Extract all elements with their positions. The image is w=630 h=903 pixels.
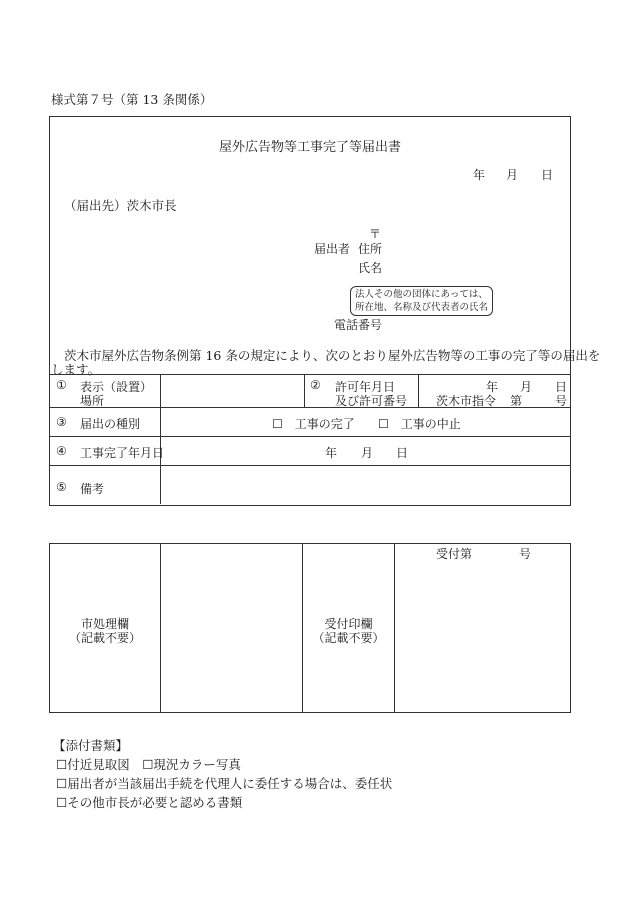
body-text-line2: します。 — [51, 362, 101, 377]
row1-number: ① — [56, 378, 67, 392]
option-complete-checkbox[interactable]: ☐ 工事の完了 — [272, 417, 355, 431]
stamp-column-label: 受付印欄 — [324, 617, 373, 631]
address-label: 住所 — [358, 242, 383, 256]
office-col-divider-3 — [394, 543, 395, 713]
corporate-note-line2: 所在地、名称及び代表者の氏名 — [355, 302, 489, 313]
row1-label-a: 表示（設置） — [80, 380, 153, 394]
row5-label: 備考 — [80, 482, 105, 496]
stamp-column-note: （記載不要） — [312, 631, 385, 645]
option-suspend-checkbox[interactable]: ☐ 工事の中止 — [378, 417, 461, 431]
receipt-number-suffix: 号 — [519, 547, 532, 561]
row1-label-b: 場所 — [80, 394, 105, 408]
row3-label: 届出の種別 — [80, 417, 141, 431]
phone-label: 電話番号 — [334, 318, 383, 332]
body-text-line1: 茨木市屋外広告物条例第 16 条の規定により、次のとおり屋外広告物等の工事の完了等の届出を — [64, 348, 601, 363]
row2-number: ② — [310, 378, 321, 392]
name-label: 氏名 — [358, 261, 383, 275]
postal-mark: 〒 — [369, 227, 382, 241]
form-number: 様式第７号（第 13 条関係） — [51, 92, 213, 107]
attachment-item-2[interactable]: ☐届出者が当該届出手続を代理人に委任する場合は、委任状 — [56, 776, 393, 791]
permit-no-prefix: 第 — [510, 394, 523, 408]
permit-ref: 茨木市指令 — [436, 394, 497, 408]
receipt-number-prefix: 受付第 — [436, 547, 473, 561]
row2-label-a: 許可年月日 — [335, 380, 396, 394]
table-line-row3 — [49, 465, 570, 466]
city-processing-note: （記載不要） — [68, 631, 141, 645]
row5-number: ⑤ — [56, 480, 67, 494]
permit-no-suffix: 号 — [555, 394, 568, 408]
row2-label-b: 及び許可番号 — [335, 394, 408, 408]
table-line-top — [49, 374, 570, 375]
addressee: （届出先）茨木市長 — [64, 198, 177, 213]
permit-month: 月 — [520, 380, 533, 394]
attachments-heading: 【添付書類】 — [53, 738, 129, 753]
completion-day: 日 — [396, 446, 409, 460]
corporate-note-line1: 法人その他の団体にあっては、 — [355, 289, 488, 300]
corporate-note — [350, 286, 493, 316]
attachment-item-3[interactable]: ☐その他市長が必要と認める書類 — [56, 795, 243, 810]
permit-day: 日 — [555, 380, 568, 394]
completion-month: 月 — [361, 446, 374, 460]
table-col-divider-3 — [418, 374, 419, 407]
date-year: 年 — [473, 168, 486, 182]
table-col-divider — [160, 374, 161, 504]
office-col-divider-1 — [160, 543, 161, 713]
permit-year: 年 — [486, 380, 499, 394]
applicant-label: 届出者 — [314, 242, 351, 256]
table-col-divider-2 — [304, 374, 305, 407]
row3-number: ③ — [56, 415, 67, 429]
completion-year: 年 — [325, 446, 338, 460]
date-month: 月 — [506, 168, 519, 182]
attachment-item-1[interactable]: ☐付近見取図 ☐現況カラー写真 — [56, 757, 241, 772]
date-day: 日 — [541, 168, 554, 182]
city-processing-label: 市処理欄 — [80, 617, 129, 631]
row4-number: ④ — [56, 444, 67, 458]
row4-label: 工事完了年月日 — [80, 446, 165, 460]
document-title: 屋外広告物等工事完了等届出書 — [218, 140, 401, 155]
table-line-row2 — [49, 436, 570, 437]
